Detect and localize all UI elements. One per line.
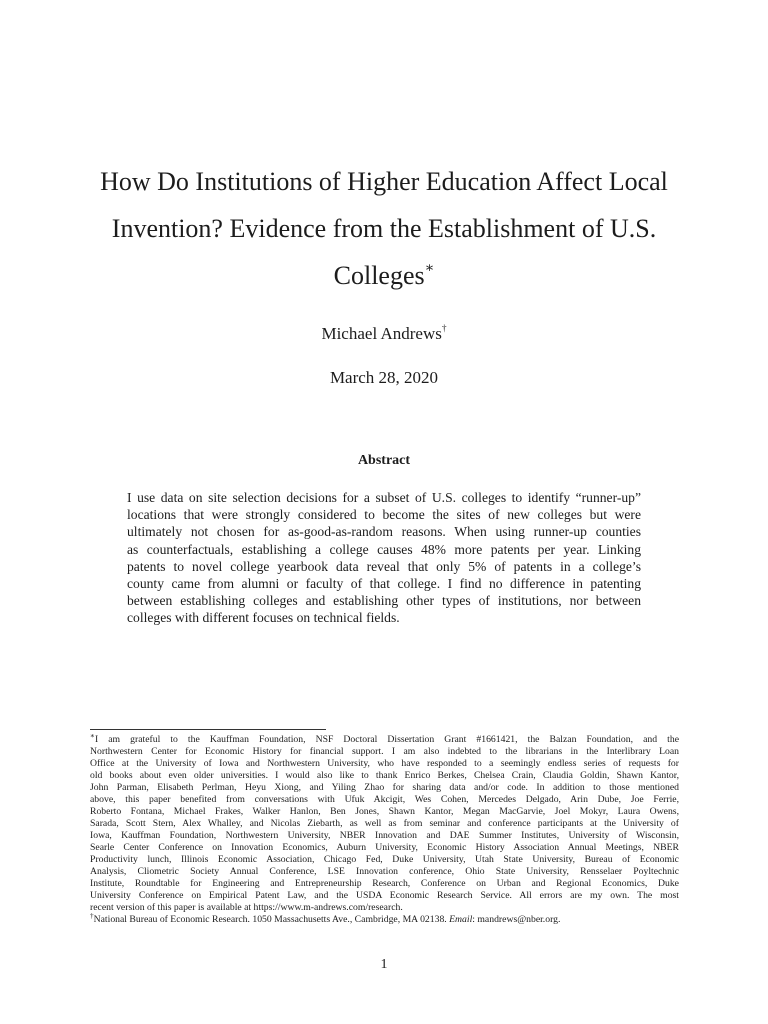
footnotes <box>90 731 679 926</box>
footnote-line <box>90 911 679 926</box>
title-line-3-text: Colleges <box>333 261 425 290</box>
abstract-heading: Abstract <box>357 453 411 468</box>
title-line-1: How Do Institutions of Higher Education Affect Local <box>100 167 668 196</box>
abstract-line: locations that were strongly considered to become the sites of new colleges but were <box>127 507 641 523</box>
paper-title <box>70 158 698 299</box>
footnote-mark: † <box>90 911 94 920</box>
footnote-line: above, this paper benefited from conversations with Ufuk Akcigit, Wes Cohen, Mercedes Delgado, Arin Dube, Joe Ferrie, <box>90 794 679 805</box>
footnote-line-text: I am grateful to the Kauffman Foundation, NSF Doctoral Dissertation Grant #1661421, the Balzan Foundation, and the <box>94 734 679 745</box>
email-label: Email <box>449 914 473 925</box>
author-footnote-mark: † <box>441 323 447 334</box>
abstract-line: colleges with different focuses on technical fields. <box>127 610 400 626</box>
footnote-line <box>90 731 679 746</box>
footnote-line: Sarada, Scott Stern, Alex Whalley, and Nicolas Ziebarth, as well as from seminar and conference participants at the University of <box>90 818 679 829</box>
author-name <box>0 324 768 344</box>
footnote-line: Roberto Fontana, Michael Frakes, Walker Hanlon, Ben Jones, Shawn Kantor, Megan MacGarvie, Joel Mokyr, Laura Owens, <box>90 806 679 817</box>
footnote-line: Searle Center Conference on Innovation Economics, Auburn University, Economic History Association Annual Meetings, NBER <box>90 842 679 853</box>
abstract-line: county came from alumni or faculty of that college. I find no difference in patenting <box>127 576 641 592</box>
footnote-line: Iowa, Kauffman Foundation, Northwestern University, NBER Innovation and DAE Summer Institutes, University of Wisconsin, <box>90 830 679 841</box>
title-line-3 <box>70 252 698 299</box>
footnote-line: old books about even older universities. I would also like to thank Enrico Berkes, Chelsea Crain, Claudia Goldin, Shawn Kantor, <box>90 770 679 781</box>
title-line-2: Invention? Evidence from the Establishment of U.S. <box>111 214 657 243</box>
footnote-divider <box>90 729 326 730</box>
footnote-line: John Parman, Elisabeth Perlman, Heyu Xiong, and Yiling Zhao for sharing data and/or code. In addition to those mentioned <box>90 782 679 793</box>
footnote-line: Northwestern Center for Economic History for financial support. I am also indebted to the librarians in the Interlibrary Loan <box>90 746 679 757</box>
footnote-line: Institute, Roundtable for Engineering and Entrepreneurship Research, Conference on Urban and Regional Economics, Duke <box>90 878 679 889</box>
abstract-line: as counterfactuals, establishing a college causes 48% more patents per year. Linking <box>127 541 641 557</box>
page-number: 1 <box>380 957 388 972</box>
footnote-line: University Conference on Empirical Patent Law, and the USDA Economic Research Service. All errors are my own. The most <box>90 890 679 901</box>
abstract-body <box>127 489 641 627</box>
affiliation-text: National Bureau of Economic Research. 1050 Massachusetts Ave., Cambridge, MA 02138. <box>93 914 450 925</box>
email-address: : mandrews@nber.org. <box>472 914 561 925</box>
footnote-line: recent version of this paper is available at https://www.m-andrews.com/research. <box>90 902 403 913</box>
title-footnote-mark: ∗ <box>424 260 435 277</box>
footnote-mark: ∗ <box>90 731 95 740</box>
footnote-line: Office at the University of Iowa and Northwestern University, who have responded to a seemingly endless series of requests for <box>90 758 679 769</box>
abstract-line: ultimately not chosen for as-good-as-random reasons. When using runner-up counties <box>127 524 641 540</box>
author-name-text: Michael Andrews <box>321 324 442 343</box>
footnote-acknowledgements <box>90 731 679 914</box>
abstract-line: between establishing colleges and establishing other types of institutions, nor between <box>127 593 641 609</box>
abstract-line: patents to novel college yearbook data reveal that only 5% of patents in a college’s <box>127 558 641 574</box>
footnote-line: Analysis, Cliometric Society Annual Conference, LSE Innovation conference, Ohio State University, Rensselaer Poyltechnic <box>90 866 679 877</box>
paper-date: March 28, 2020 <box>329 368 439 387</box>
footnote-line: Productivity lunch, Illinois Economic Association, Chicago Fed, Duke University, Utah State University, Bureau of Economic <box>90 854 679 865</box>
footnote-affiliation <box>90 911 679 926</box>
abstract-line: I use data on site selection decisions for a subset of U.S. colleges to identify “runner-up” <box>127 490 641 505</box>
